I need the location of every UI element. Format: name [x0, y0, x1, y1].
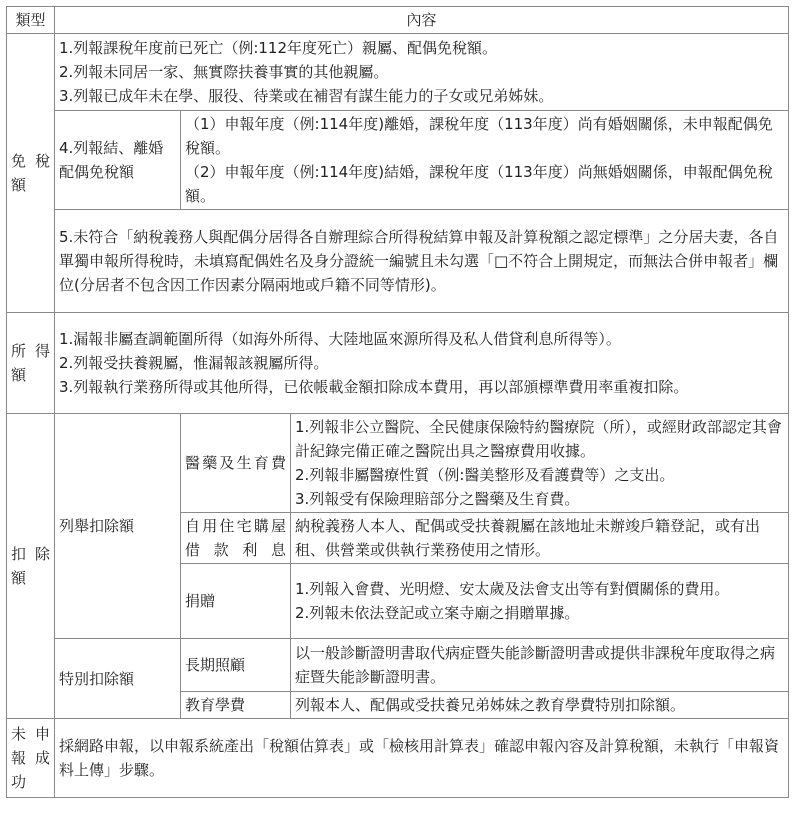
exempt-item-4-details — [181, 111, 789, 210]
medical-line-1: 1.列報非公立醫院、全民健康保險特約醫療院（所），或經財政部認定其會計紀錄完備正確之醫院出具之醫療費用收據。 — [295, 418, 782, 460]
exempt-item-5: 5.未符合「納稅義務人與配偶分居得各自辦理綜合所得稅結算申報及計算稅額之認定標準」之分居夫妻，各自單獨申報所得稅時，未填寫配偶姓名及身分證統一編號且未勾選「□不符合上開規定，而無法合併申報者」欄位(分居者不包含因工作因素分隔兩地或戶籍不同等情形)。 — [55, 210, 789, 313]
exempt-item-4-label: 4.列報結、離婚配偶免稅額 — [55, 111, 181, 210]
incomplete-details: 採網路申報，以申報系統產出「稅額估算表」或「檢核用計算表」確認申報內容及計算稅額，未執行「申報資料上傳」步驟。 — [55, 719, 789, 798]
income-item-2: 2.列報受扶養親屬，惟漏報該親屬所得。 — [59, 354, 329, 372]
tuition-details: 列報本人、配偶或受扶養兄弟姊妹之教育學費特別扣除額。 — [291, 692, 789, 719]
income-row — [7, 313, 789, 414]
deduction-row-medical — [7, 414, 789, 513]
income-item-3: 3.列報執行業務所得或其他所得，已依帳載金額扣除成本費用，再以部頒標準費用率重複扣除。 — [59, 378, 689, 396]
exempt-items-1-3 — [55, 34, 789, 111]
medical-details — [291, 414, 789, 513]
exempt-row-4 — [7, 111, 789, 210]
income-items — [55, 313, 789, 414]
mortgage-label: 自用住宅購屋借款利息 — [181, 513, 291, 564]
donation-details — [291, 564, 789, 639]
exempt-item-1: 1.列報課稅年度前已死亡（例:112年度死亡）親屬、配偶免稅額。 — [59, 39, 497, 57]
medical-label: 醫藥及生育費 — [181, 414, 291, 513]
income-item-1: 1.漏報非屬查調範圍所得（如海外所得、大陸地區來源所得及私人借貸利息所得等）。 — [59, 330, 621, 348]
header-row — [7, 7, 789, 34]
income-category: 所得額 — [7, 313, 55, 414]
tax-error-table — [6, 6, 789, 798]
donation-label: 捐贈 — [181, 564, 291, 639]
longterm-care-details: 以一般診斷證明書取代病症暨失能診斷證明書或提供非課稅年度取得之病症暨失能診斷證明書。 — [291, 639, 789, 692]
header-content: 內容 — [55, 7, 789, 34]
incomplete-category: 未申報成功 — [7, 719, 55, 798]
exempt-row-1 — [7, 34, 789, 111]
tuition-label: 教育學費 — [181, 692, 291, 719]
special-deduction-label: 特別扣除額 — [55, 639, 181, 719]
incomplete-row — [7, 719, 789, 798]
longterm-care-label: 長期照顧 — [181, 639, 291, 692]
exempt-item-4-sub-2: （2）申報年度（例:114年度)結婚，課稅年度（113年度）尚無婚姻關係，申報配偶免稅額。 — [185, 163, 773, 205]
header-type: 類型 — [7, 7, 55, 34]
medical-line-3: 3.列報受有保險理賠部分之醫藥及生育費。 — [295, 490, 580, 508]
medical-line-2: 2.列報非屬醫療性質（例:醫美整形及看護費等）之支出。 — [295, 466, 675, 484]
itemized-deduction-label: 列舉扣除額 — [55, 414, 181, 639]
exempt-row-5 — [7, 210, 789, 313]
deduction-row-longterm-care — [7, 639, 789, 692]
mortgage-details: 納稅義務人本人、配偶或受扶養親屬在該地址未辦竣戶籍登記，或有出租、供營業或供執行業務使用之情形。 — [291, 513, 789, 564]
donation-line-1: 1.列報入會費、光明燈、安太歲及法會支出等有對價關係的費用。 — [295, 580, 730, 598]
exempt-item-2: 2.列報未同居一家、無實際扶養事實的其他親屬。 — [59, 63, 389, 81]
exempt-item-4-sub-1: （1）申報年度（例:114年度)離婚，課稅年度（113年度）尚有婚姻關係，未申報配偶免稅額。 — [185, 115, 773, 157]
exempt-category: 免稅額 — [7, 34, 55, 313]
donation-line-2: 2.列報未依法登記或立案寺廟之捐贈單據。 — [295, 604, 580, 622]
exempt-item-3: 3.列報已成年未在學、服役、待業或在補習有謀生能力的子女或兄弟姊妹。 — [59, 87, 554, 105]
deduction-category: 扣除額 — [7, 414, 55, 719]
